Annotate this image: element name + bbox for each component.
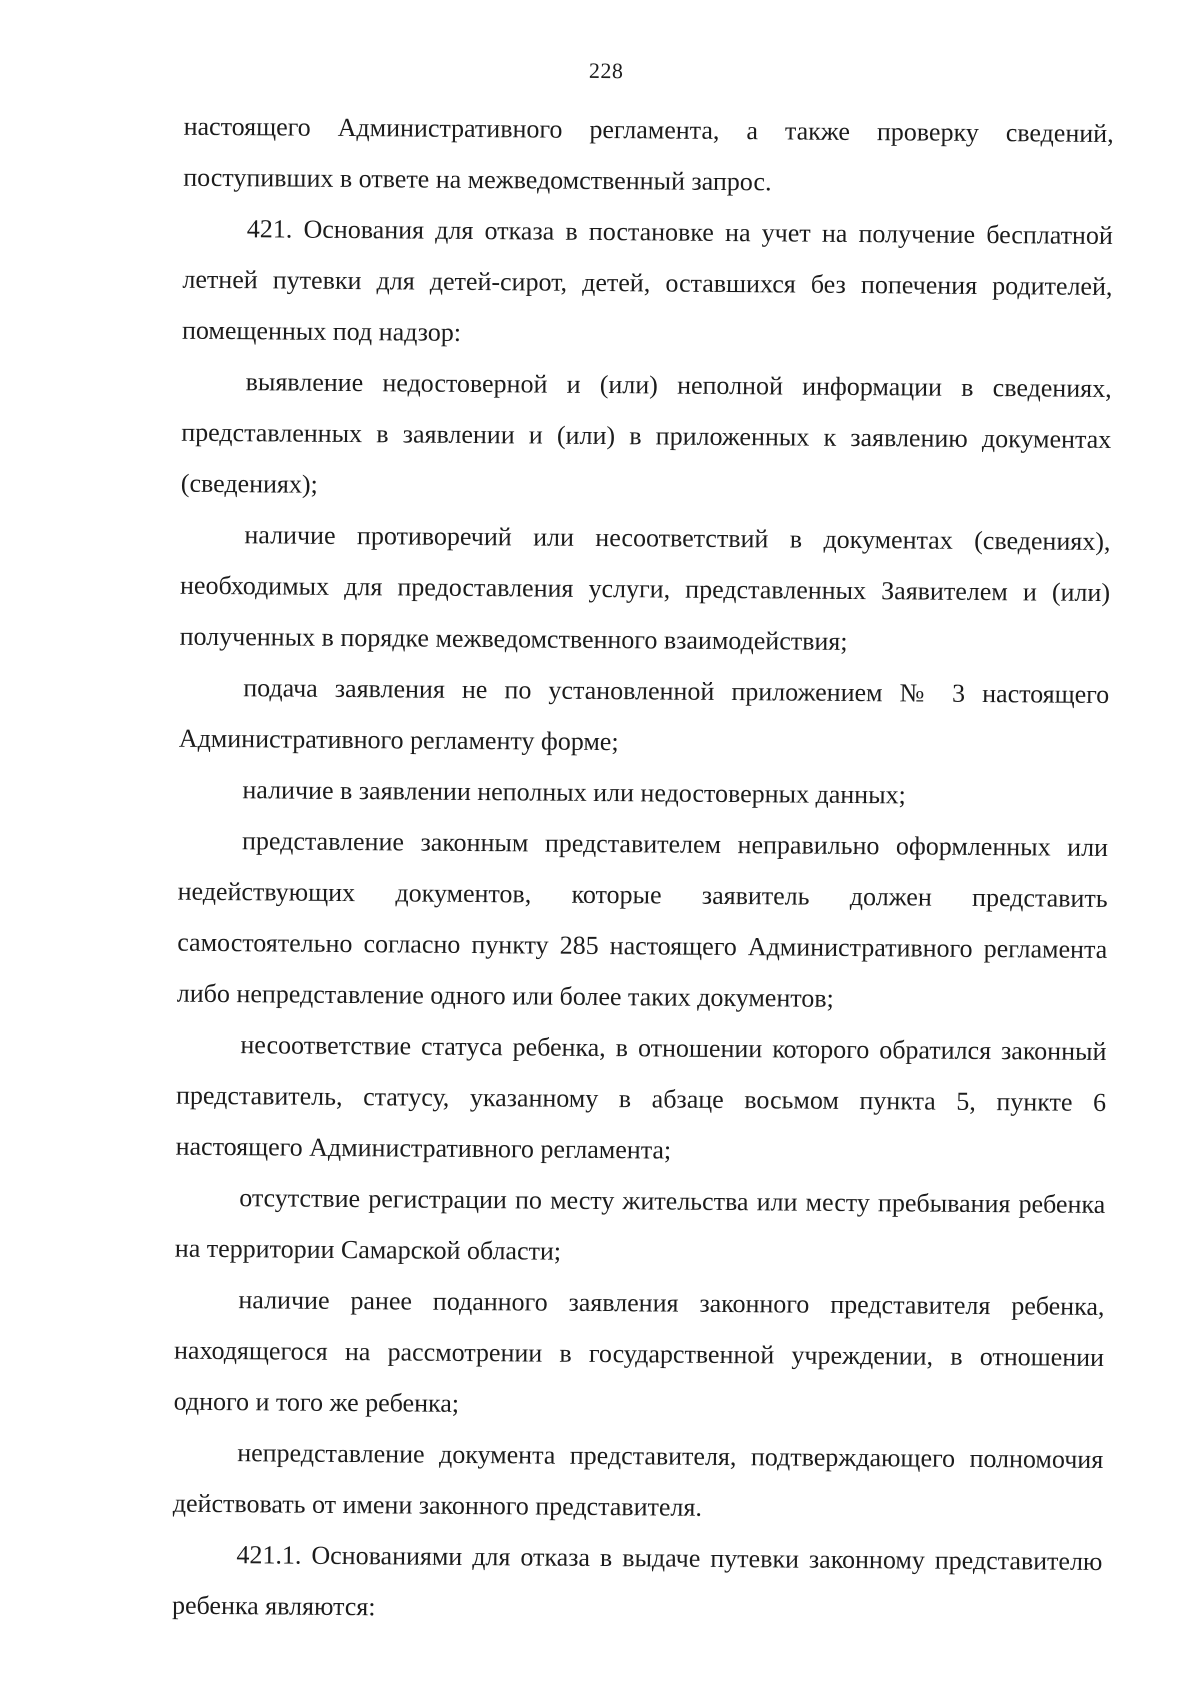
document-body <box>172 101 1114 1638</box>
paragraph-ground-3: подача заявления не по установленной приложением № 3 настоящего Административного регламенту форме; <box>178 673 1110 757</box>
paragraph-clause-421-1: 421.1. Основаниями для отказа в выдаче путевки законному представителю ребенка являются: <box>171 1540 1103 1622</box>
paragraph-ground-5: представление законным представителем неправильно оформленных или недействующих документов, которые заявитель должен представить самостоятельно согласно пункту 285 настоящего Административного регламента либо непредставление одного или более таких документов; <box>176 826 1109 1013</box>
paragraph-clause-421: 421. Основания для отказа в постановке на учет на получение бесплатной летней путевки для детей-сирот, детей, оставшихся без попечения родителей, помещенных под надзор: <box>181 214 1113 347</box>
paragraph-ground-7: отсутствие регистрации по месту жительства или месту пребывания ребенка на территории Самарской области; <box>174 1183 1106 1266</box>
paragraph-ground-4: наличие в заявлении неполных или недостоверных данных; <box>242 775 906 810</box>
page-number: 228 <box>588 57 624 84</box>
paragraph-ground-8: наличие ранее поданного заявления законного представителя ребенка, находящегося на рассмотрении в государственной учреждении, в отношении одного и того же ребенка; <box>173 1285 1105 1418</box>
paragraph-continuation: настоящего Административного регламента, а также проверку сведений, поступивших в ответе на межведомственный запрос. <box>183 111 1114 197</box>
paragraph-ground-6: несоответствие статуса ребенка, в отношении которого обратился законный представитель, статусу, указанному в абзаце восьмом пункта 5, пункте 6 настоящего Административного регламента; <box>175 1030 1107 1165</box>
paragraph-ground-2: наличие противоречий или несоответствий в документах (сведениях), необходимых для предоставления услуги, представленных Заявителем и (или) полученных в порядке межведомственного взаимодействия; <box>179 520 1111 656</box>
paragraph-ground-1: выявление недостоверной и (или) неполной информации в сведениях, представленных в заявлении и (или) в приложенных к заявлению документах (сведениях); <box>180 367 1112 499</box>
paragraph-ground-9: непредставление документа представителя, подтверждающего полномочия действовать от имени законного представителя. <box>172 1438 1104 1522</box>
